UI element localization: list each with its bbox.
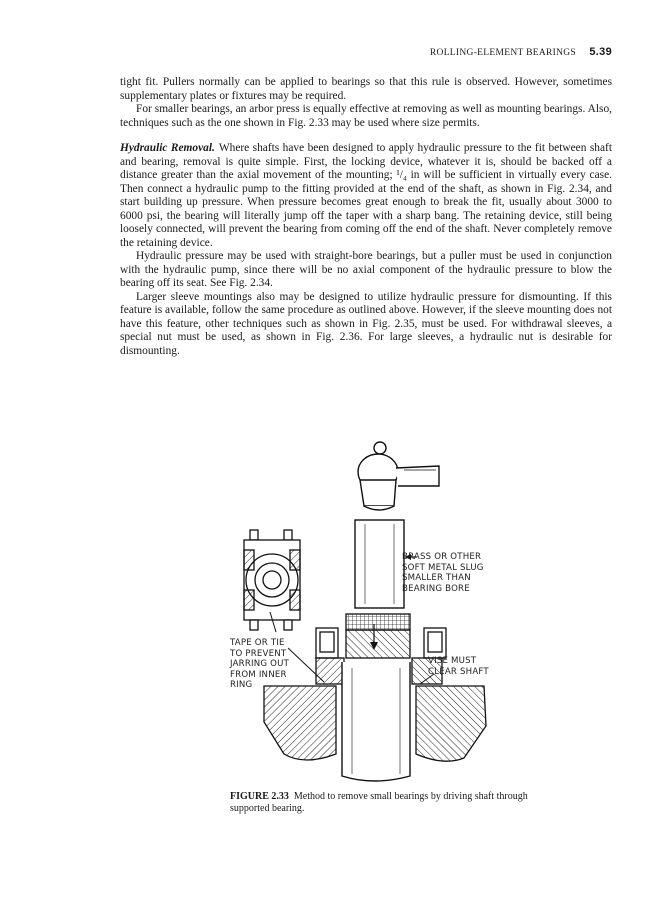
paragraph-5: Larger sleeve mountings also may be designed to utilize hydraulic pressure for dismounting. If this feature is available, follow the same procedure as outlined above. However, if the sleeve mounting does not have this feature, other techniques such as shown in Fig. 2.35, must be used. For withdrawal sleeves, a special nut must be used, as shown in Fig. 2.36. For large sleeves, a hydraulic nut is desirable for dismounting. — [120, 290, 612, 357]
figure-2-33 — [224, 436, 524, 796]
caption-text: Method to remove small bearings by driving shaft through supported bearing. — [230, 791, 528, 814]
shaft — [342, 662, 410, 781]
paragraph-4: Hydraulic pressure may be used with straight-bore bearings, but a puller must be used in conjunction with the hydraulic pump, since there will be no axial component of the hydraulic pressure to blow the bearing off its seat. See Fig. 2.34. — [120, 250, 612, 289]
figure-caption — [230, 791, 530, 814]
paragraph-3-text: Where shafts have been designed to apply hydraulic pressure to the fit between shaft and bearing, removal is quite simple. First, the locking device, whatever it is, should be backed off a distance greater than the axial movement of the mounting; ¹/₄ in will be sufficient in virtually every case. Then connect a hydraulic pump to the fitting provided at the end of the shaft, as shown in Fig. 2.34, and start building up pressure. When pressure becomes great enough to break the fit, usually about 3000 to 6000 psi, the bearing will literally jump off the taper with a sharp bang. The retaining device, still being loosely connected, will prevent the bearing from coming off the end of the shaft. Never completely remove the retaining device. — [120, 142, 612, 249]
paragraph-1: tight fit. Pullers normally can be applied to bearings so that this rule is observed. However, sometimes supplementary plates or fixtures may be required. — [120, 76, 612, 102]
paragraph-3 — [120, 142, 612, 250]
hammer — [358, 442, 439, 510]
callout-vise: VISE MUST CLEAR SHAFT — [428, 656, 489, 677]
callout-tape-tie: TAPE OR TIE TO PREVENT JARRING OUT FROM INNER RING — [230, 638, 290, 691]
figure-illustration — [224, 436, 524, 796]
body-text — [120, 76, 612, 358]
bearing-inset — [244, 530, 300, 630]
page-number: 5.39 — [589, 46, 612, 58]
paragraph-2: For smaller bearings, an arbor press is equally effective at removing as well as mounting bearings. Also, techniques such as the one shown in Fig. 2.33 may be used where size permits. — [120, 103, 612, 129]
section-run-in-heading: Hydraulic Removal. — [120, 142, 215, 154]
running-head — [120, 46, 612, 60]
brass-slug — [355, 520, 404, 608]
callout-brass-slug: BRASS OR OTHER SOFT METAL SLUG SMALLER THAN BEARING BORE — [402, 552, 484, 594]
running-head-title: ROLLING-ELEMENT BEARINGS — [429, 48, 576, 58]
caption-label: FIGURE 2.33 — [230, 791, 289, 802]
